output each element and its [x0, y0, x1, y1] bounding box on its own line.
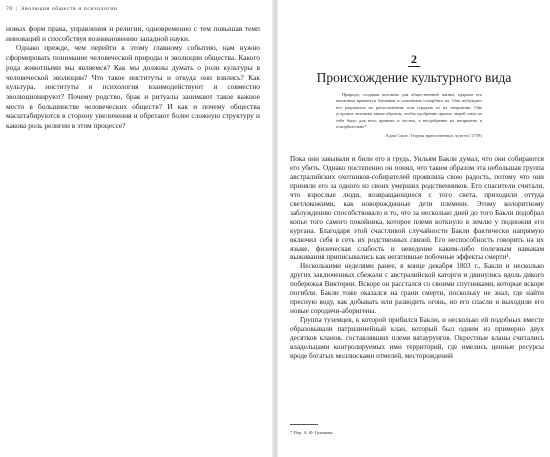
right-page [278, 0, 550, 457]
body-paragraph: новых форм права, управления и религии, одновременно с тем повышая темп инноваций и способствуя возникновению западной науки. [6, 24, 260, 43]
chapter-rule [408, 66, 420, 67]
body-paragraph: Группа туземцев, к которой прибился Бакли, и несколько ей подобных вместе образовывали патрилинейный клан, который был одним из примерно двух десятков кланов, составлявших племя ватаурунгов. Окрестные кланы считались владельцами контролируемых ими территорий, где имелись ценные ресурсы вроде богатых моллюсками отмелей, месторождений [290, 316, 544, 360]
body-paragraph: Однако прежде, чем перейти к этому главному событию, нам нужно сформировать понимание человеческой природы и эволюции общества. Какого рода животными мы являемся? Как мы должны думать о роли культуры в человеческой эволюции? Что такое институты и откуда они взялись? Как культура, институты и психология взаимодействуют и совместно эволюционируют? Почему родство, брак и ритуалы занимают такое важное место в большинстве человеческих обществ? И как и почему общества масштабируются в сторону увеличения и обретают более сложную структуру и какова роль религии в этом процессе? [6, 43, 260, 131]
chapter-title: Происхождение культурного вида [316, 70, 512, 85]
epigraph: Природа, создавая человека для общественной жизни, одарила его желанием нравиться ближним и опасением оскорбить их. Она побуждает его радоваться их расположению или страдать от их неприязни. Она устроила человека таким образом, чтобы одобрение прочих людей само по себе было для него приятно и лестно, а неодобрение их неприятно и оскорбительно*. [336, 92, 482, 130]
body-paragraph: Несколькими неделями ранее, в конце декабря 1803 г., Бакли и несколько других заключенных сбежали с австралийской каторги и двинулись вдоль дикого побережья Виктории. Вскоре он расстался со своими спутниками, которые вскоре погибли. Бакли тоже оказался на грани смерти, поскольку не знал, где найти пресную воду, как добывать или разводить огонь, но его спасли и выходили его новые сородичи-аборигены. [290, 262, 544, 316]
left-page-body [6, 24, 260, 131]
right-page-body [290, 155, 544, 361]
running-head-title: Эволюция обществ и психологии [20, 6, 118, 12]
footnote-rule [290, 424, 318, 425]
footnote: * Пер. А. Ф. Грязнова. [290, 430, 334, 435]
epigraph-source: Адам Смит. Теория нравственных чувств (1759) [385, 133, 482, 138]
left-page [0, 0, 272, 457]
page-number: 70 [6, 6, 13, 12]
chapter-number: 2 [411, 52, 417, 66]
body-paragraph: Пока они завывали и били его в грудь, Уильям Бакли думал, что они собираются его убить. Однако постепенно он понял, что таким образом эта небольшая группа австралийских охотников-собирателей проявляла свою радость, потому что они приняли его за одного из своих умерших родственников. Его спасители считали, что взрослые люди, возвращающиеся с того света, приходили оттуда светлокожими, как новорожденные дети племени. Этому колоритному заблуждению способствовало и то, что за несколько дней до того Бакли подобрал копье того самого покойника, которое племя воткнуло в землю у подножия его кургана. Благодаря этой счастливой случайности Бакли фактически напрямую включил себя в сеть их родственных связей. Его неспособность говорить на их языке, физическая слабость и неведение каким-либо полезным навыкам выживания приписывались как негативные побочные эффекты смерти¹. [290, 155, 544, 262]
running-head-separator: | [15, 6, 18, 12]
running-head [6, 6, 117, 12]
